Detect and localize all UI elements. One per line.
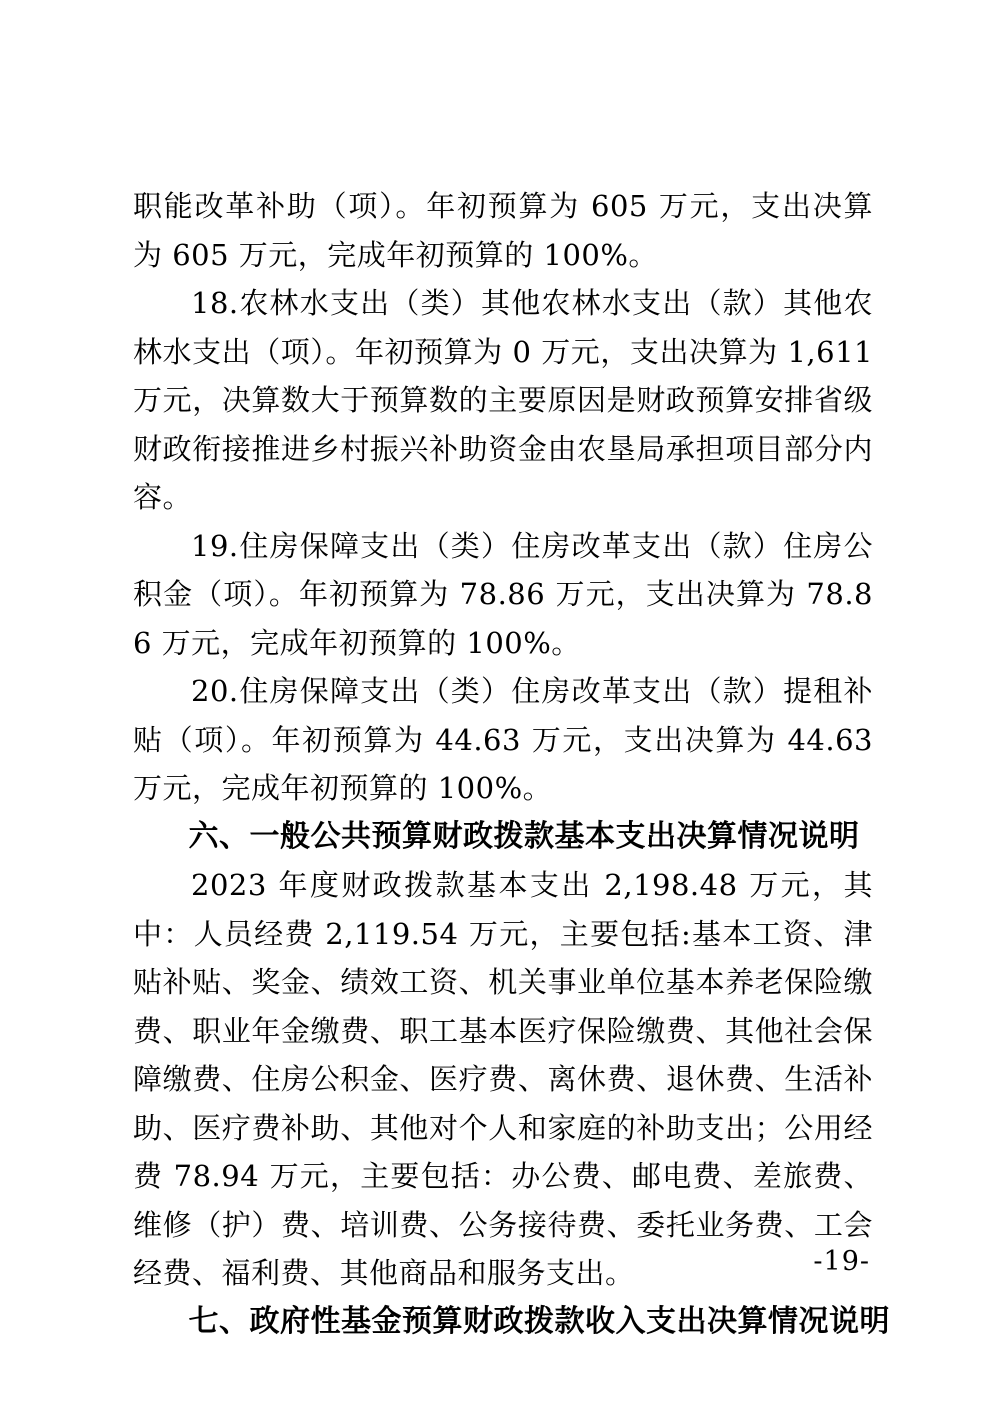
section-7-heading: 七、政府性基金预算财政拨款收入支出决算情况说明 <box>188 1304 890 1338</box>
paragraph-section-6: 2023 年度财政拨款基本支出 2,198.48 万元，其中：人员经费 2,119.54 万元，主要包括:基本工资、津贴补贴、奖金、绩效工资、机关事业单位基本养老保险缴费、职业年金缴费、职工基本医疗保险缴费、其他社会保障缴费、住房公积金、医疗费、离休费、退休费、生活补助、医疗费补助、其他对个人和家庭的补助支出；公用经费 78.94 万元，主要包括：办公费、邮电费、差旅费、维修（护）费、培训费、公务接待费、委托业务费、工会经费、福利费、其他商品和服务支出。 <box>133 868 873 1290</box>
paragraph-item-20: 20.住房保障支出（类）住房改革支出（款）提租补贴（项）。年初预算为 44.63 万元，支出决算为 44.63 万元，完成年初预算的 100%。 <box>133 674 873 805</box>
paragraph-item-18: 18.农林水支出（类）其他农林水支出（款）其他农林水支出（项）。年初预算为 0 万元，支出决算为 1,611 万元，决算数大于预算数的主要原因是财政预算安排省级财政衔接推进乡村振兴补助资金由农垦局承担项目部分内容。 <box>133 286 873 514</box>
section-6-heading: 六、一般公共预算财政拨款基本支出决算情况说明 <box>188 819 860 853</box>
paragraph-continuation: 职能改革补助（项）。年初预算为 605 万元，支出决算为 605 万元，完成年初预算的 100%。 <box>133 189 873 272</box>
page-number: -19- <box>813 1246 870 1277</box>
paragraph-item-19: 19.住房保障支出（类）住房改革支出（款）住房公积金（项）。年初预算为 78.86 万元，支出决算为 78.86 万元，完成年初预算的 100%。 <box>133 528 873 660</box>
